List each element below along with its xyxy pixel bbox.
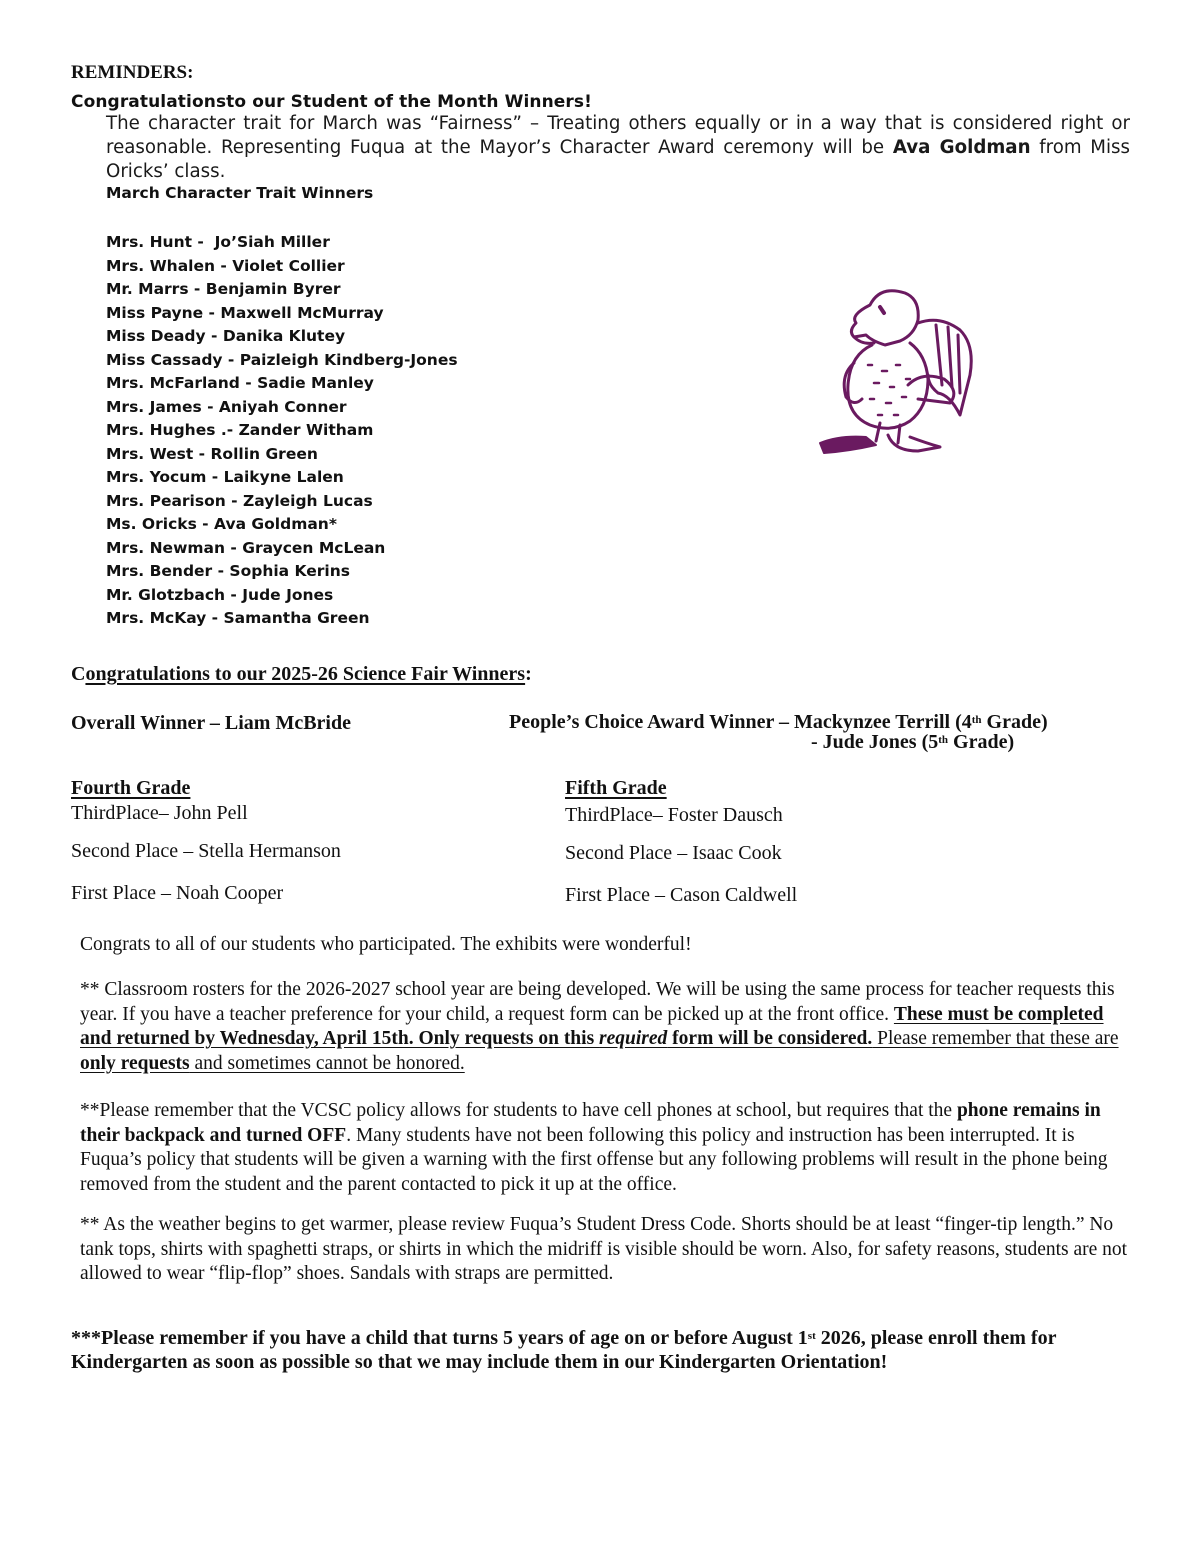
text: People’s Choice Award Winner – Mackynzee Terrill (4 [509,711,972,733]
text: ***Please remember if you have a child that turns 5 years of age on or before August 1 [71,1327,808,1349]
text: These must be completed and returned by Wednesday, April 15th. Only requests on this [80,1003,1104,1049]
peoples-choice-line-1 [509,711,1048,733]
winner-item: Mrs. Hunt - Jo’Siah Miller [106,233,330,251]
cell-phone-policy-notice [80,1099,1120,1197]
fifth-grade-winners [565,777,797,907]
fourth-grade-heading: Fourth Grade [71,777,191,799]
peoples-choice-line-2 [509,732,1048,752]
winner-item: Mr. Glotzbach - Jude Jones [106,585,334,604]
winner-item: Ms. Oricks - Ava Goldman* [106,515,337,533]
heading-text: ongratulations to our 2025-26 Science Fair Winners [85,663,526,685]
emphasis: required [599,1028,668,1049]
emphasis: only requests [80,1052,190,1074]
winner-item: Miss Deady - Danika Klutey [106,327,346,345]
paragraph-text: The character trait for March was “Fairness” – Treating others equally or in a way that is considered right or reasonable. Representing Fuqua at the Mayor’s Character Award ceremony will be [106,113,1130,158]
dress-code-notice: ** As the weather begins to get warmer, please review Fuqua’s Student Dress Code. Shorts should be at least “finger-tip length.” No tank tops, shirts with spaghetti straps, or shirts in which the midriff is visible should be worn. Also, for safety reasons, students are not allowed to wear “flip-flop” shoes. Sandals with straps are permitted. [80,1214,1128,1284]
winner-item: Mrs. Bender - Sophia Kerins [106,562,350,580]
second-place: Second Place – Isaac Cook [565,842,782,864]
text: - Jude Jones (5 [811,731,939,753]
superscript: st [807,1330,816,1342]
text: . Many students have not been following this policy and instruction has been interrupted. It is Fuqua’s policy that students will be given a warning with the first offense but any following problems will result in the phone being removed from the student and the parent contacted to pick it up at the office. [80,1124,1108,1195]
third-place: ThirdPlace– John Pell [71,802,248,824]
trait-winners-list [106,231,458,631]
classroom-rosters-notice [80,978,1120,1076]
winner-item: Mrs. McFarland - Sadie Manley [106,374,374,392]
winner-item: Mrs. West - Rollin Green [106,444,318,463]
superscript: th [938,734,949,746]
winner-item: Mrs. Newman - Graycen McLean [106,538,386,557]
honoree-name: Ava Goldman [892,137,1031,158]
text: Grade) [981,711,1048,733]
first-place: First Place – Cason Caldwell [565,884,798,906]
reminders-heading: REMINDERS: [71,62,194,83]
congrats-participants: Congrats to all of our students who participated. The exhibits were wonderful! [80,934,692,955]
peoples-choice-award [509,712,1048,752]
overall-winner: Overall Winner – Liam McBride [71,712,351,734]
heading-initial: C [71,663,86,685]
superscript: th [971,714,982,726]
winner-item: Mrs. Whalen - Violet Collier [106,256,345,275]
science-fair-heading [71,663,532,686]
winner-item: Mrs. Hughes .- Zander Witham [106,421,374,439]
paragraph-text: from Miss Oricks’ class. [106,137,1130,182]
fifth-grade-heading: Fifth Grade [565,777,667,799]
winner-item: Mrs. James - Aniyah Conner [106,397,347,416]
text: 2026, please enroll them for Kindergarten as soon as possible so that we may include them in our Kindergarten Orientation! [71,1327,1057,1373]
second-place: Second Place – Stella Hermanson [71,840,341,862]
first-place: First Place – Noah Cooper [71,882,284,904]
winner-item: Mrs. Pearison - Zayleigh Lucas [106,491,373,510]
winner-item: Mr. Marrs - Benjamin Byrer [106,280,341,298]
heading-colon: : [525,663,532,685]
trait-winners-subheading: March Character Trait Winners [106,184,374,202]
kindergarten-enrollment-notice [71,1326,1131,1374]
text: **Please remember that the VCSC policy allows for students to have cell phones at school, but requires that the [80,1100,957,1121]
winner-item: Miss Cassady - Paizleigh Kindberg-Jones [106,350,458,369]
winner-item: Mrs. McKay - Samantha Green [106,609,370,627]
text: Grade) [948,731,1015,753]
text: Please remember that these are [872,1028,1119,1049]
winner-item: Miss Payne - Maxwell McMurray [106,303,384,322]
fourth-grade-winners [71,777,341,905]
winner-item: Mrs. Yocum - Laikyne Lalen [106,468,344,486]
emphasis: phone remains in their backpack and turned OFF [80,1100,1101,1146]
student-of-month-title: Congratulationsto our Student of the Month Winners! [71,92,592,112]
text: ** Classroom rosters for the 2026-2027 school year are being developed. We will be using the same process for teacher requests this year. If you have a teacher preference for your child, a request form can be picked up at the front office. [80,979,1115,1025]
eagle-mascot-icon [810,275,990,465]
text: form will be considered. [667,1028,873,1049]
third-place: ThirdPlace– Foster Dausch [565,804,783,826]
text: and sometimes cannot be honored. [189,1052,465,1074]
character-trait-paragraph [106,112,1130,184]
